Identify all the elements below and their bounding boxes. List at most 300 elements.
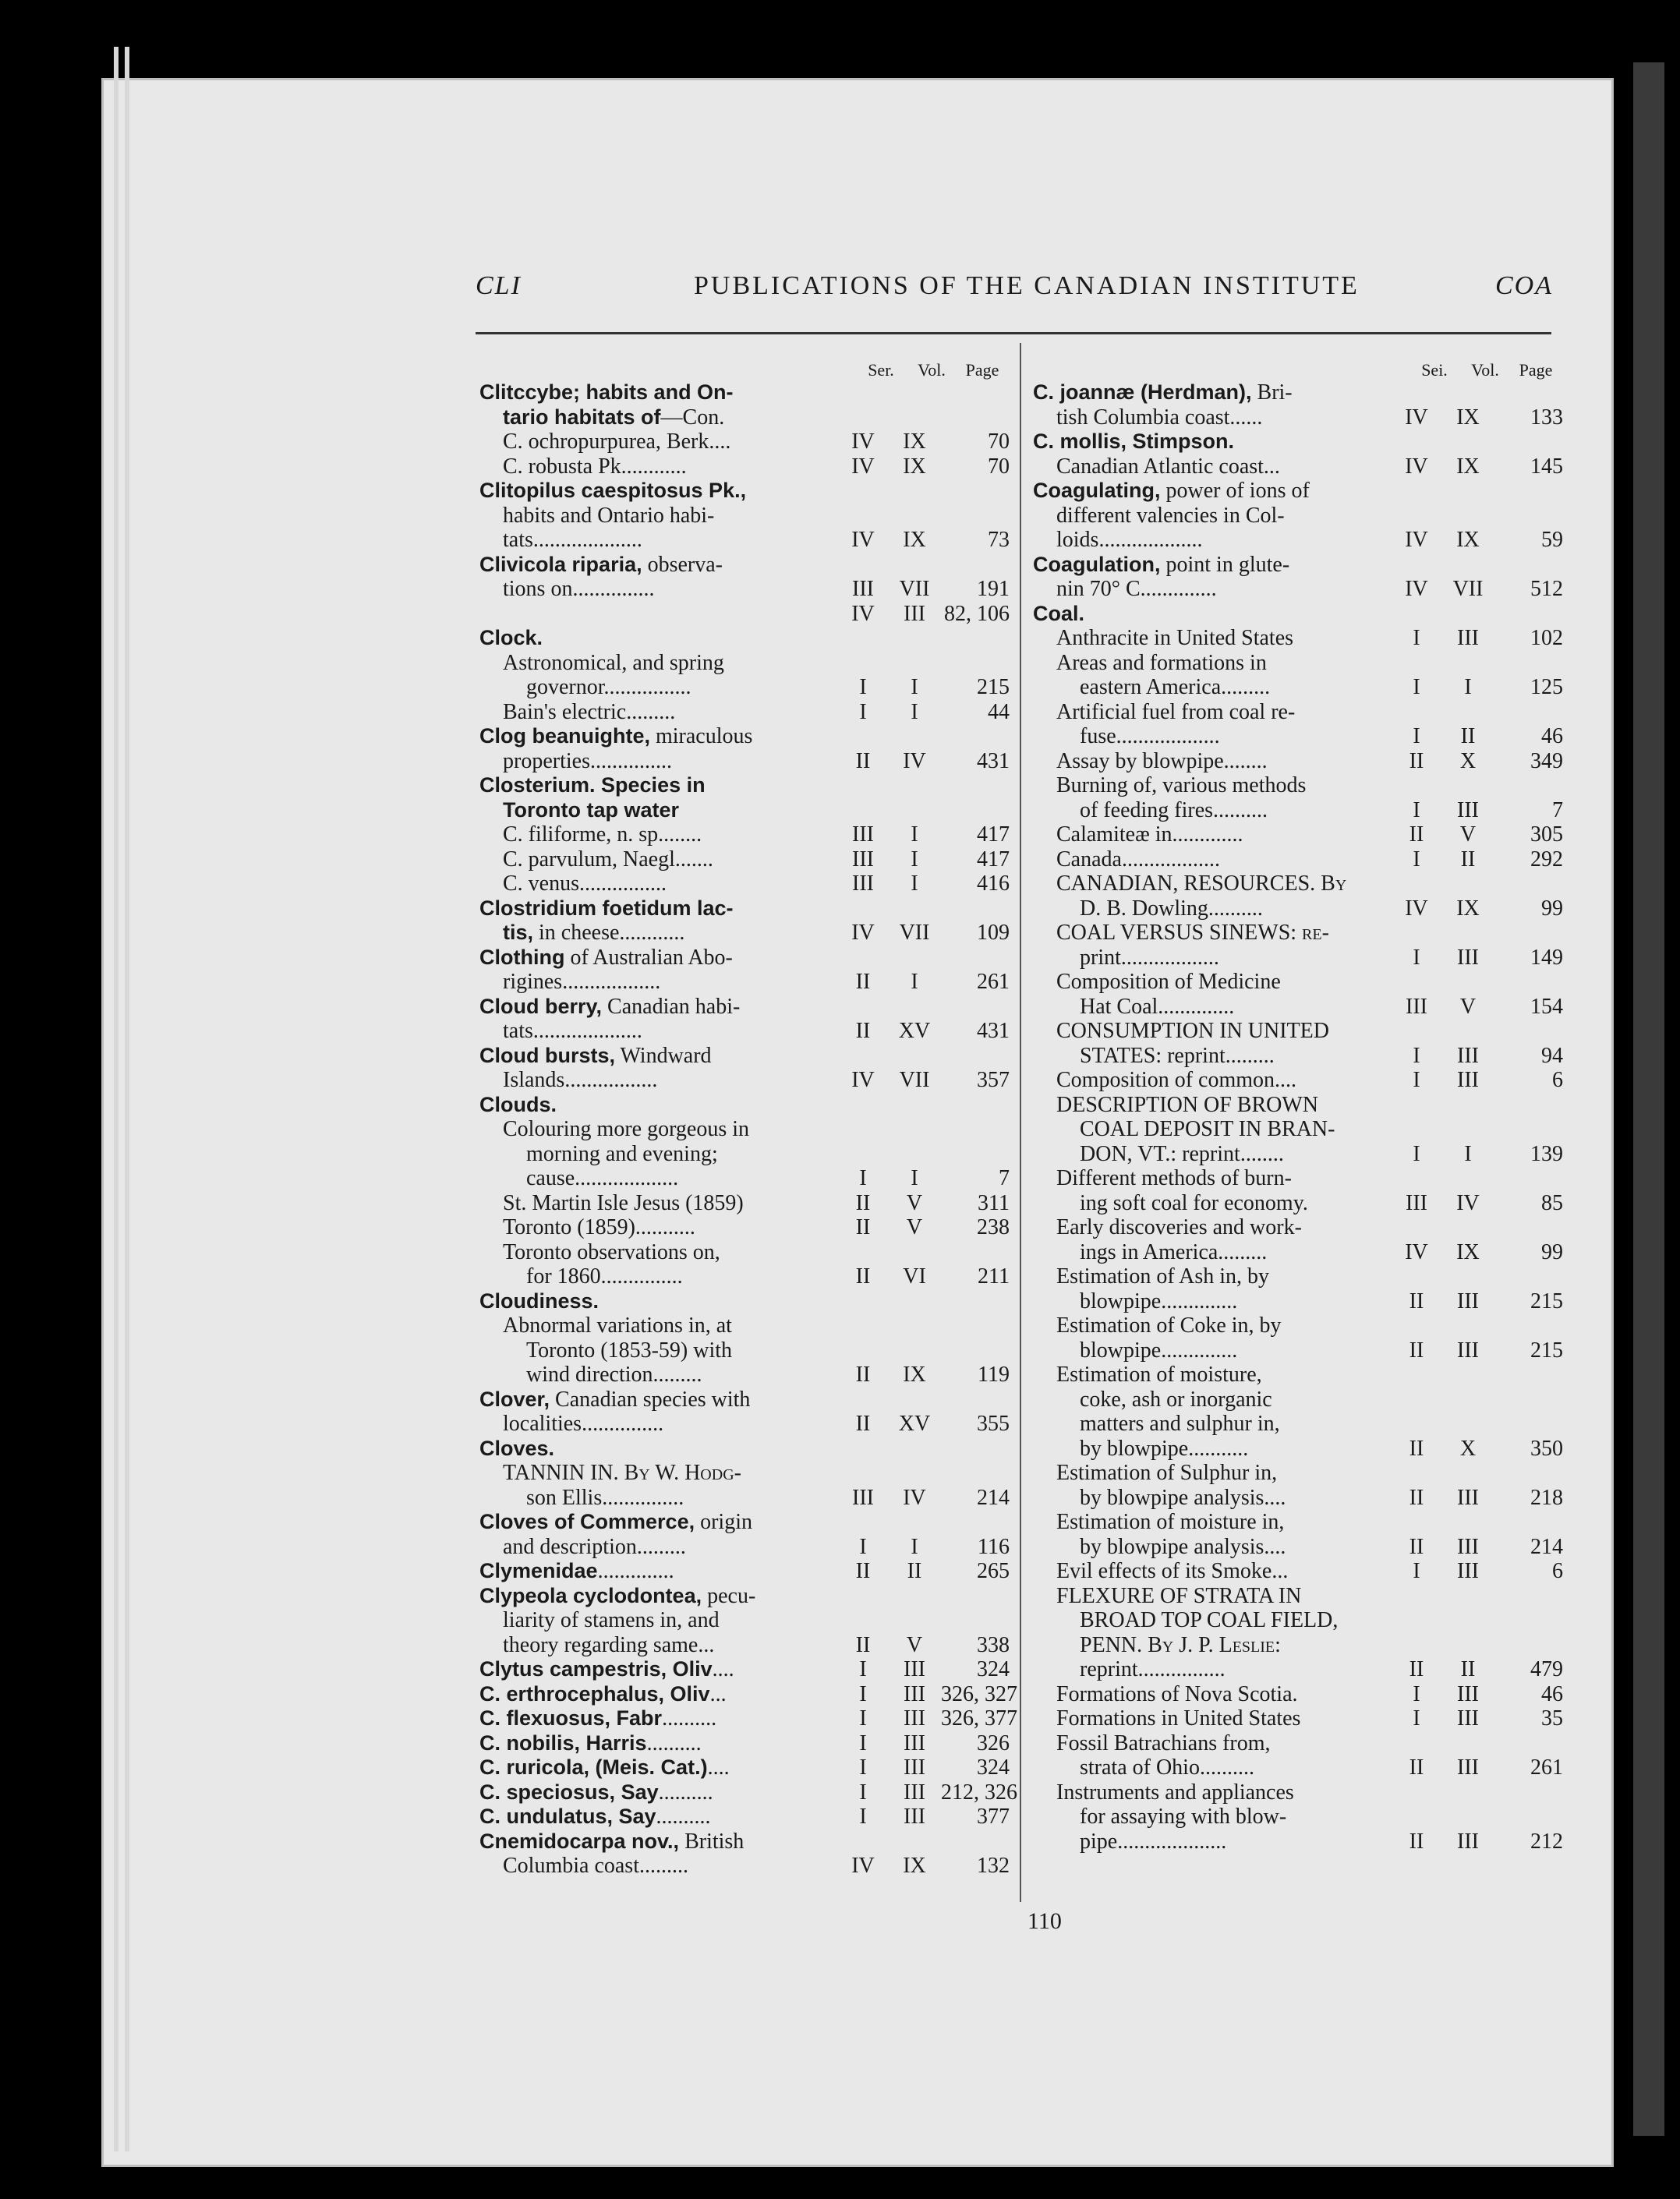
series-number: I	[1413, 675, 1420, 699]
entry-heading: Coal.	[1033, 601, 1085, 625]
entry-text	[1033, 896, 1263, 921]
entry-description: wind direction.........	[526, 1363, 702, 1387]
series-number: II	[1409, 1657, 1424, 1681]
index-column-right	[1033, 349, 1563, 1854]
volume-number: VII	[899, 577, 930, 601]
entry-heading: Clitccybe; habits and On-	[479, 380, 734, 404]
index-entry-line	[479, 1044, 1010, 1069]
index-entry-line	[479, 1780, 1017, 1805]
running-head-left: CLI	[476, 271, 522, 300]
index-entry-line	[1033, 1093, 1563, 1118]
page-ref: 218	[1530, 1485, 1563, 1510]
index-entry-line	[479, 1633, 1010, 1658]
page-ref: 417	[977, 822, 1010, 847]
index-entry-line	[479, 798, 1010, 823]
page-ref: 326, 377	[941, 1706, 1017, 1731]
entry-description: ..........	[656, 1805, 711, 1829]
entry-description: pecu-	[702, 1583, 756, 1608]
entry-text	[479, 871, 667, 896]
index-entries	[479, 380, 1017, 1879]
entry-heading: C. erthrocephalus, Oliv	[479, 1681, 710, 1706]
series-number: II	[1409, 1338, 1424, 1363]
series-number: IV	[851, 601, 875, 626]
page-ref: 355	[977, 1412, 1010, 1436]
entry-description: Toronto (1859)...........	[503, 1215, 695, 1239]
series-number: II	[855, 1264, 871, 1289]
entry-text	[479, 995, 740, 1020]
volume-number: I	[911, 1166, 918, 1190]
index-entry-line	[479, 1854, 1010, 1879]
entry-description: ..........	[646, 1731, 702, 1755]
entry-description: Estimation of Coke in, by	[1056, 1313, 1282, 1338]
index-entry-line	[479, 1019, 1010, 1044]
index-entry-line	[1033, 1437, 1563, 1462]
index-entry-line	[479, 504, 1010, 529]
entry-description: reprint................	[1080, 1657, 1226, 1681]
entry-text	[1033, 1657, 1226, 1682]
page-ref: 35	[1541, 1706, 1563, 1731]
entry-text	[1033, 479, 1310, 504]
index-entry-line	[479, 626, 1010, 651]
series-number: II	[1409, 1829, 1424, 1854]
entry-description: strata of Ohio..........	[1080, 1755, 1254, 1780]
entry-text	[1033, 921, 1329, 946]
entry-text	[1033, 871, 1346, 896]
entry-description: blowpipe..............	[1080, 1289, 1238, 1313]
page-ref: 46	[1541, 724, 1563, 748]
entry-description: Colouring more gorgeous in	[503, 1117, 750, 1141]
index-entry-line	[1033, 528, 1563, 553]
index-entry-line	[1033, 602, 1563, 627]
index-entry-line	[479, 1657, 1010, 1682]
entry-text	[1033, 1093, 1318, 1118]
page-ref: 324	[977, 1657, 1010, 1681]
entry-text	[479, 1510, 752, 1535]
series-number: II	[855, 1363, 871, 1387]
entry-description: by blowpipe...........	[1080, 1436, 1249, 1461]
series-number: I	[859, 1780, 867, 1805]
entry-heading: Cloves.	[479, 1436, 555, 1460]
volume-number: V	[1459, 822, 1477, 847]
page-ref: 431	[977, 748, 1010, 773]
entry-description: observa-	[642, 552, 723, 577]
entry-description: and description.........	[503, 1534, 686, 1559]
page-ref: 7	[999, 1166, 1010, 1190]
entry-description: Bain's electric.........	[503, 699, 676, 724]
entry-text	[479, 1338, 732, 1363]
entry-text	[479, 528, 642, 553]
page-ref: 211	[978, 1264, 1010, 1289]
volume-number: V	[906, 1632, 923, 1657]
page-heading: Page	[965, 360, 999, 380]
series-number: IV	[851, 430, 875, 454]
index-entry-line	[479, 1681, 1017, 1707]
entry-text	[1033, 675, 1270, 700]
index-entry-line	[479, 1755, 1010, 1780]
entry-description: properties...............	[503, 748, 672, 773]
entry-text	[1033, 430, 1234, 454]
entry-description: Fossil Batrachians from,	[1056, 1731, 1271, 1755]
entry-description: Burning of, various methods	[1056, 773, 1307, 797]
page-heading: Page	[1519, 360, 1553, 380]
entry-description: of Australian Abo-	[564, 945, 733, 970]
index-entry-line	[1033, 504, 1563, 529]
entry-text	[1033, 1215, 1302, 1240]
index-entry-line	[1033, 1019, 1563, 1044]
index-entry-line	[1033, 553, 1563, 578]
volume-number: V	[1459, 994, 1477, 1019]
entry-text	[1033, 1289, 1237, 1314]
entry-text	[1033, 1019, 1329, 1044]
index-entry-line	[479, 1559, 1010, 1584]
index-entry-line	[479, 1510, 1010, 1535]
entry-description: point in glute-	[1160, 552, 1290, 577]
index-entry-line	[1033, 1830, 1563, 1854]
page-ref: 261	[1530, 1755, 1563, 1780]
entry-description: print..................	[1080, 945, 1219, 970]
entry-text	[1033, 1461, 1277, 1486]
index-entry-line	[479, 1191, 1010, 1216]
volume-number: III	[1457, 1068, 1479, 1092]
series-number: I	[1413, 797, 1420, 822]
index-entry-line	[1033, 1657, 1563, 1682]
index-entry-line	[1033, 430, 1563, 454]
entry-text	[479, 1068, 657, 1093]
volume-number: IV	[1456, 1190, 1480, 1215]
volume-number: II	[907, 1559, 922, 1583]
entry-text	[479, 1363, 702, 1388]
entry-text	[1033, 1755, 1254, 1780]
index-entry-line	[1033, 1117, 1563, 1142]
entry-description: Evil effects of its Smoke...	[1056, 1559, 1289, 1583]
page-ref: 99	[1541, 896, 1563, 921]
entry-heading: Clytus campestris, Oliv	[479, 1657, 713, 1681]
index-entry-line	[1033, 1486, 1563, 1511]
series-number: I	[859, 1166, 867, 1190]
series-number: IV	[1405, 1239, 1428, 1264]
index-entry-line	[479, 380, 1010, 405]
series-number: II	[855, 1412, 871, 1436]
page-ref: 44	[988, 699, 1010, 724]
entry-description: cause...................	[526, 1166, 679, 1190]
volume-number: III	[1457, 1043, 1479, 1068]
page-ref: 261	[977, 970, 1010, 994]
page-number: 110	[1027, 1908, 1062, 1934]
entry-description: PENN. By J. P. Leslie:	[1080, 1632, 1281, 1657]
entry-text	[479, 1264, 683, 1289]
entry-heading: C. undulatus, Say	[479, 1805, 656, 1828]
entry-text	[1033, 1486, 1286, 1511]
series-number: I	[1413, 1141, 1420, 1166]
entry-description: Abnormal variations in, at	[503, 1313, 732, 1338]
index-entry-line	[479, 871, 1010, 896]
index-entry-line	[1033, 1706, 1563, 1731]
entry-text	[1033, 1535, 1286, 1560]
entry-description: C. robusta Pk............	[503, 454, 687, 479]
index-entry-line	[479, 1535, 1010, 1560]
index-entry-line	[479, 946, 1010, 970]
entry-description: D. B. Dowling..........	[1080, 896, 1263, 921]
entry-description: DON, VT.: reprint........	[1080, 1141, 1284, 1166]
volume-number: V	[906, 1190, 923, 1215]
entry-text	[1033, 773, 1306, 798]
entry-text	[1033, 749, 1268, 774]
index-entry-line	[1033, 1535, 1563, 1560]
entry-description: Islands.................	[503, 1068, 658, 1092]
entry-description: Areas and formations in	[1056, 650, 1267, 675]
index-entry-line	[479, 1805, 1010, 1830]
index-entry-line	[1033, 380, 1563, 405]
volume-number: III	[1457, 1755, 1479, 1780]
entry-heading: Cloud bursts,	[479, 1043, 615, 1067]
volume-number: I	[1464, 1141, 1472, 1166]
page-ref: 357	[977, 1068, 1010, 1092]
page-ref: 215	[1530, 1289, 1563, 1313]
index-entry-line	[479, 1142, 1010, 1167]
series-number: I	[859, 1755, 867, 1780]
page-ref: 116	[978, 1534, 1010, 1559]
index-entry-line	[479, 1706, 1017, 1731]
entry-text	[479, 1388, 750, 1412]
volume-number: III	[1457, 1289, 1479, 1313]
entry-text	[1033, 1780, 1294, 1805]
page-ref: 349	[1530, 748, 1563, 773]
page-ref: 133	[1530, 405, 1563, 430]
index-entry-line	[479, 1412, 1010, 1437]
page-ref: 305	[1530, 822, 1563, 847]
entry-description: origin	[695, 1510, 752, 1534]
index-entry-line	[1033, 651, 1563, 676]
volume-number: III	[1457, 1338, 1479, 1363]
volume-number: III	[1457, 1829, 1479, 1854]
index-entry-line	[1033, 1166, 1563, 1191]
column-divider	[1020, 343, 1021, 1902]
index-entry-line	[1033, 1289, 1563, 1314]
page-ref: 417	[977, 847, 1010, 871]
index-entry-line	[1033, 1313, 1563, 1338]
volume-number: IX	[1456, 454, 1480, 479]
entry-text	[479, 1191, 744, 1216]
entry-heading: Coagulation,	[1033, 552, 1161, 576]
series-number: I	[1413, 945, 1420, 970]
volume-number: II	[1460, 1657, 1476, 1681]
entry-description: power of ions of	[1160, 479, 1310, 503]
series-number: II	[855, 1559, 871, 1583]
index-entry-line	[1033, 724, 1563, 749]
volume-number: III	[904, 1731, 925, 1755]
series-number: I	[1413, 1068, 1420, 1092]
entry-description: Canada..................	[1056, 847, 1220, 871]
series-number: II	[1409, 1485, 1424, 1510]
entry-text	[1033, 1510, 1284, 1535]
vol-heading: Vol.	[918, 360, 946, 380]
volume-number: VII	[899, 1068, 930, 1092]
entry-description: ....	[712, 1657, 734, 1681]
volume-number: IX	[903, 454, 926, 479]
entry-text	[479, 577, 654, 602]
index-entry-line	[1033, 1363, 1563, 1388]
entry-text	[479, 1215, 695, 1240]
entry-description: CANADIAN, RESOURCES. By	[1056, 871, 1347, 896]
entry-text	[1033, 1633, 1281, 1658]
page-ref: 212	[1530, 1829, 1563, 1854]
entry-description: Estimation of Ash in, by	[1056, 1264, 1269, 1289]
entry-heading: C. mollis, Stimpson.	[1033, 430, 1235, 453]
entry-text	[479, 1313, 732, 1338]
entry-text	[1033, 1608, 1338, 1633]
entry-description: CONSUMPTION IN UNITED	[1056, 1019, 1329, 1043]
page-ref: 338	[977, 1632, 1010, 1657]
series-number: I	[859, 1657, 867, 1681]
entry-text	[1033, 970, 1281, 995]
entry-description: morning and evening;	[526, 1141, 718, 1166]
index-entry-line	[479, 479, 1010, 504]
entry-description: in cheese............	[533, 921, 685, 945]
volume-number: VI	[903, 1264, 926, 1289]
entry-text	[1033, 1264, 1269, 1289]
index-entry-line	[1033, 847, 1563, 872]
entry-description: by blowpipe analysis....	[1080, 1534, 1286, 1559]
page-ref: 7	[1552, 797, 1563, 822]
index-entry-line	[1033, 1780, 1563, 1805]
volume-number: III	[1457, 1485, 1479, 1510]
entry-text	[1033, 1363, 1262, 1388]
index-entry-line	[1033, 1461, 1563, 1486]
page-ref: 326, 327	[941, 1681, 1017, 1706]
entry-description: tats....................	[503, 1019, 642, 1043]
entry-text	[479, 1682, 727, 1707]
entry-text	[479, 430, 730, 454]
series-number: IV	[1405, 454, 1428, 479]
index-entry-line	[1033, 773, 1563, 798]
index-entry-line	[1033, 1633, 1563, 1658]
entry-text	[1033, 553, 1289, 578]
entry-description: Toronto observations on,	[503, 1239, 720, 1264]
index-entry-line	[1033, 405, 1563, 430]
entry-text	[479, 553, 723, 578]
entry-text	[1033, 1682, 1298, 1707]
series-number: I	[859, 1706, 867, 1731]
series-number: II	[1409, 748, 1424, 773]
entry-text	[1033, 504, 1285, 529]
entry-description: Estimation of Sulphur in,	[1056, 1461, 1278, 1485]
volume-number: III	[904, 601, 925, 626]
entry-text	[479, 1584, 755, 1609]
index-entry-line	[1033, 1215, 1563, 1240]
index-entry-line	[479, 675, 1010, 700]
volume-number: VII	[1452, 577, 1484, 601]
entry-text	[479, 1633, 714, 1658]
page-ref: 311	[978, 1190, 1010, 1215]
series-number: II	[1409, 1436, 1424, 1461]
entry-text	[1033, 1706, 1300, 1731]
vol-heading: Vol.	[1471, 360, 1499, 380]
series-number: III	[852, 1485, 874, 1510]
entry-text	[479, 946, 733, 970]
series-number: II	[855, 748, 871, 773]
volume-number: III	[904, 1780, 925, 1805]
entry-text	[1033, 1731, 1271, 1756]
series-number: II	[1409, 1289, 1424, 1313]
entry-description: eastern America.........	[1080, 675, 1271, 699]
index-entry-line	[479, 847, 1010, 872]
series-number: I	[1413, 847, 1420, 871]
entry-text	[479, 1486, 684, 1511]
entry-text	[1033, 1044, 1275, 1069]
series-number: IV	[851, 1068, 875, 1092]
entry-text	[1033, 626, 1293, 651]
series-number: IV	[851, 1854, 875, 1878]
entry-text	[479, 773, 706, 798]
series-number: I	[1413, 1043, 1420, 1068]
entry-text	[1033, 700, 1295, 725]
page-ref: 214	[1530, 1534, 1563, 1559]
entry-heading: Cloves of Commerce,	[479, 1510, 695, 1533]
entry-text	[479, 749, 672, 774]
entry-text	[1033, 405, 1262, 430]
running-head-title: PUBLICATIONS OF THE CANADIAN INSTITUTE	[694, 271, 1360, 300]
index-entry-line	[1033, 1191, 1563, 1216]
index-entry-line	[1033, 479, 1563, 504]
entry-description: for assaying with blow-	[1080, 1805, 1287, 1829]
column-headings	[479, 349, 1010, 380]
entry-text	[479, 1289, 599, 1314]
series-number: I	[859, 1805, 867, 1829]
entry-text	[1033, 798, 1268, 823]
entry-text	[479, 1166, 678, 1191]
series-number: IV	[1405, 405, 1428, 430]
entry-description: Formations of Nova Scotia.	[1056, 1681, 1298, 1706]
entry-description: C. venus................	[503, 871, 667, 896]
index-entry-line	[479, 1731, 1010, 1756]
volume-number: III	[904, 1706, 925, 1731]
entry-text	[479, 700, 675, 725]
entry-heading: Clitopilus caespitosus Pk.,	[479, 479, 747, 502]
page-edge	[114, 47, 118, 2151]
index-entry-line	[479, 700, 1010, 725]
entry-description: ..........	[662, 1706, 717, 1731]
volume-number: X	[1459, 1436, 1477, 1461]
index-entry-line	[479, 921, 1010, 946]
series-number: IV	[851, 454, 875, 479]
index-entry-line	[1033, 1755, 1563, 1780]
index-entry-line	[1033, 749, 1563, 774]
series-number: I	[1413, 1681, 1420, 1706]
volume-number: III	[1457, 1681, 1479, 1706]
index-entry-line	[1033, 1142, 1563, 1167]
index-entry-line	[1033, 896, 1563, 921]
volume-number: IV	[903, 1485, 926, 1510]
entry-description: FLEXURE OF STRATA IN	[1056, 1583, 1302, 1608]
index-entry-line	[1033, 1805, 1563, 1830]
entry-text	[479, 1019, 642, 1044]
series-number: I	[859, 675, 867, 699]
entry-description: STATES: reprint.........	[1080, 1043, 1275, 1068]
entry-description: loids...................	[1056, 528, 1203, 552]
index-entry-line	[479, 454, 1010, 479]
entry-text	[1033, 602, 1084, 627]
index-entry-line	[479, 577, 1010, 602]
entry-description: Estimation of moisture in,	[1056, 1510, 1285, 1534]
page-ref: 46	[1541, 1681, 1563, 1706]
volume-number: II	[1460, 847, 1476, 871]
index-entry-line	[479, 773, 1010, 798]
volume-number: III	[1457, 1534, 1479, 1559]
entry-text	[479, 798, 679, 823]
index-entry-line	[1033, 1388, 1563, 1412]
index-entry-line	[479, 1289, 1010, 1314]
entry-text	[1033, 1313, 1282, 1338]
